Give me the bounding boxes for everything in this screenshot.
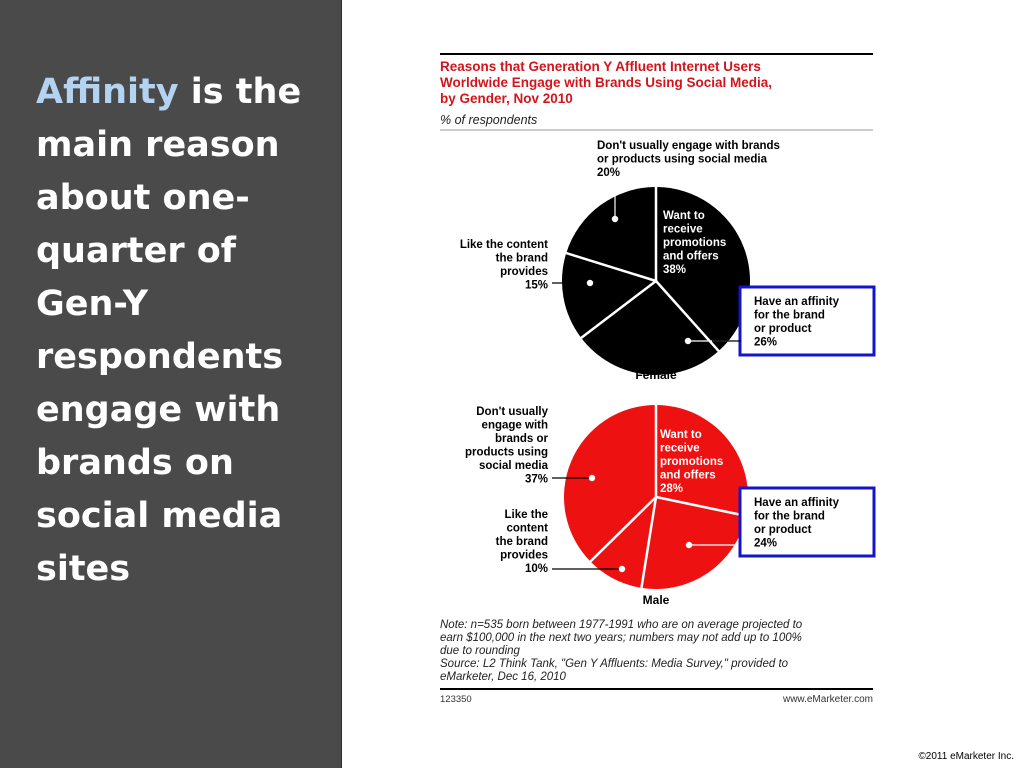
male-content-label-line: content [506,522,548,535]
male-promo-label-line: receive [660,442,700,455]
female-affinity-label-line: 26% [754,336,778,349]
male-none-label-line: Don't usually [476,406,548,418]
chart-note-line: earn $100,000 in the next two years; numbers may not add up to 100% [440,632,802,644]
female-promo-label-line: receive [663,223,703,236]
female-affinity-label-line: or product [754,323,812,335]
chart-title-line: by Gender, Nov 2010 [440,91,573,106]
chart-note-line: eMarketer, Dec 16, 2010 [440,671,566,683]
chart-title [440,59,772,106]
chart-note-line: due to rounding [440,645,520,657]
male-content-label-line: provides [500,549,548,562]
female-content-label-line: Like the content [459,239,548,251]
chart-note-line: Source: L2 Think Tank, "Gen Y Affluents: Media Survey," provided to [440,658,789,670]
chart-title-line: Worldwide Engage with Brands Using Social Media, [440,75,773,90]
male-content-label-line: 10% [524,563,548,575]
chart-title-line: Reasons that Generation Y Affluent Internet Users [440,59,761,74]
male-affinity-label-line: for the brand [754,510,825,523]
female-content-label-line: provides [500,266,548,278]
female-content-label-line: 15% [524,279,548,292]
female-promo-label-line: promotions [663,237,727,249]
female-promo-label-line: and offers [663,250,719,263]
male-none-dot [589,475,595,481]
male-none-label-line: brands or [494,433,548,445]
male-promo-label-line: promotions [660,456,724,468]
source-website: www.eMarketer.com [782,694,873,705]
male-content-dot [619,566,625,572]
female-pie-name: Female [635,368,677,382]
female-content-label [460,239,548,292]
male-promo-label-line: 28% [660,483,684,495]
female-none-label [597,140,780,179]
male-affinity-label-line: Have an affinity [754,497,839,509]
female-none-label-line: 20% [597,167,621,179]
female-promo-label-line: 38% [663,264,687,276]
female-none-label-line: or products using social media [597,153,767,166]
chart-subtitle: % of respondents [440,113,538,127]
copyright: ©2011 eMarketer Inc. [918,751,1014,762]
male-affinity-label-line: 24% [754,537,778,550]
chart-note-line: Note: n=535 born between 1977-1991 who are on average projected to [440,619,803,631]
female-none-label-line: Don't usually engage with brands [597,140,780,152]
female-promo-label-line: Want to [663,210,705,222]
female-affinity-label-line: Have an affinity [754,296,839,308]
male-promo-label-line: Want to [660,429,702,441]
male-none-label-line: products using [464,446,548,459]
male-none-label [465,406,549,486]
male-none-label-line: engage with [481,419,548,432]
male-affinity-label-line: or product [754,524,812,536]
chart-note [440,619,803,683]
male-content-label-line: the brand [495,536,548,548]
female-affinity-label-line: for the brand [754,309,825,322]
male-promo-label-line: and offers [660,469,716,482]
female-none-dot [612,216,618,222]
chart-id: 123350 [440,694,472,705]
female-content-label-line: the brand [495,252,548,265]
female-content-dot [587,280,593,286]
headline-accent: Affinity [36,72,179,112]
headline-rest: is the main reason about one-quarter of Gen-Y respondents engage with brands on social media sites [36,72,302,589]
male-pie-name: Male [642,593,670,607]
male-none-label-line: 37% [524,473,548,486]
male-content-label-line: Like the [504,509,548,521]
male-content-label [496,509,549,575]
male-none-label-line: social media [478,460,548,472]
